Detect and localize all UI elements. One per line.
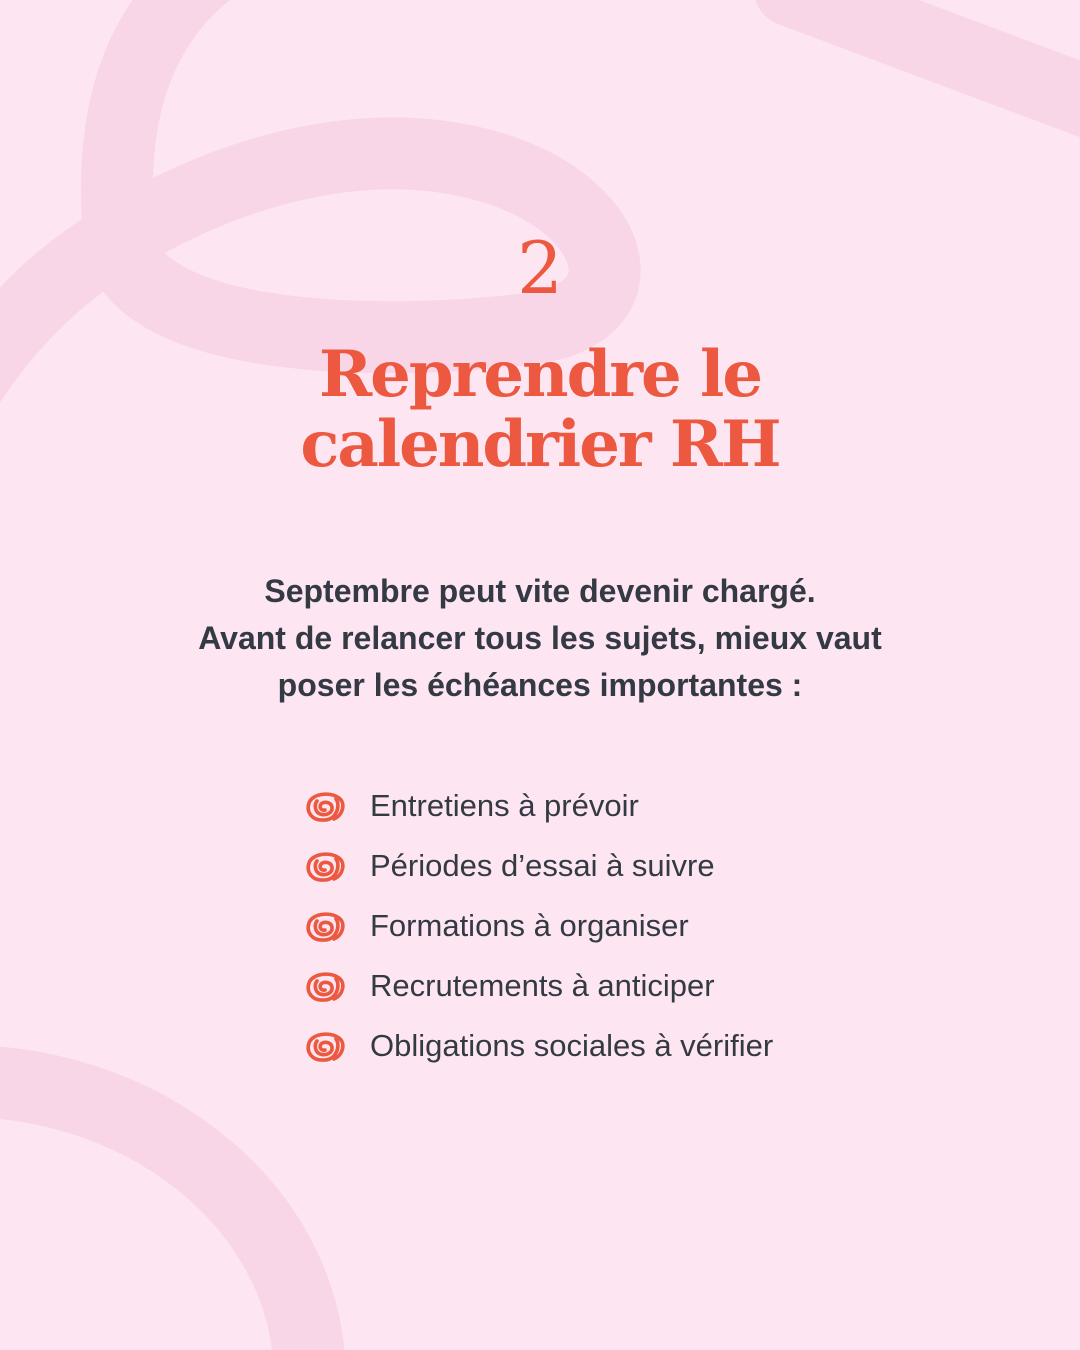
list-item-label: Obligations sociales à vérifier bbox=[370, 1028, 774, 1063]
list-item-label: Entretiens à prévoir bbox=[370, 788, 639, 823]
spiral-bullet-icon bbox=[302, 786, 348, 826]
spiral-bullet-icon bbox=[302, 906, 348, 946]
spiral-bullet-icon bbox=[302, 846, 348, 886]
slide-title-line-1: Reprendre le bbox=[318, 337, 762, 412]
list-item bbox=[302, 776, 773, 836]
list-item bbox=[302, 1016, 773, 1076]
list-item-label: Périodes d’essai à suivre bbox=[370, 848, 715, 883]
intro-line-2: Avant de relancer tous les sujets, mieux vaut bbox=[198, 620, 882, 656]
list-item-label: Formations à organiser bbox=[370, 908, 689, 943]
list-item-label: Recrutements à anticiper bbox=[370, 968, 715, 1003]
intro-text bbox=[140, 568, 940, 709]
spiral-bullet-icon bbox=[302, 966, 348, 1006]
spiral-bullet-icon bbox=[302, 1026, 348, 1066]
slide-title-line-2: calendrier RH bbox=[300, 407, 780, 482]
step-number: 2 bbox=[517, 226, 563, 310]
list-item bbox=[302, 956, 773, 1016]
checklist bbox=[302, 776, 773, 1076]
intro-line-1: Septembre peut vite devenir chargé. bbox=[264, 573, 816, 609]
slide-title bbox=[0, 337, 1080, 482]
list-item bbox=[302, 836, 773, 896]
list-item bbox=[302, 896, 773, 956]
intro-line-3: poser les échéances importantes : bbox=[277, 667, 803, 703]
